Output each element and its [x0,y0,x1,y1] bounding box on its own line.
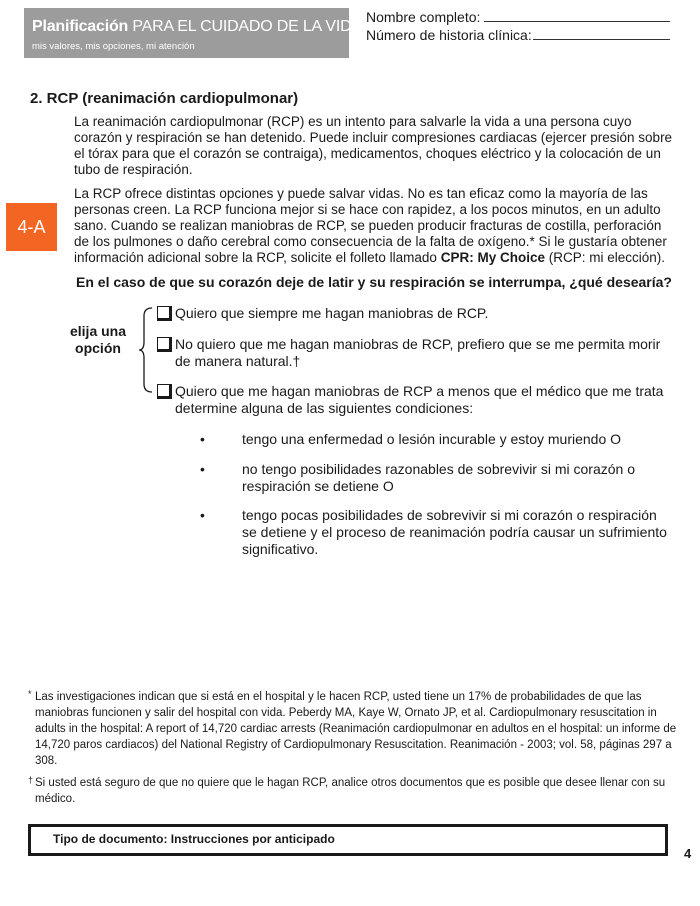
condition-item [200,507,670,558]
section-title: 2. RCP (reanimación cardiopulmonar) [30,90,299,107]
question-heading: En el caso de que su corazón deje de latir y su respiración se interrumpa, ¿qué desearía? [76,274,672,290]
footnote-text: Si usted está seguro de que no quiere que le hagan RCP, analice otros documentos que es posible que desee llenar con su médico. [35,777,666,805]
option-label: No quiero que me hagan maniobras de RCP, prefiero que se me permita morir de manera natural.† [175,336,661,369]
header-title-bold: Planificación [32,18,129,35]
cpr-info-text-end: (RCP: mi elección). [544,250,665,265]
record-number-label: Número de historia clínica: [366,27,532,43]
brochure-title: CPR: My Choice [440,250,545,265]
footnote-text: Las investigaciones indican que si está en el hospital y le hacen RCP, usted tiene un 17% de probabilidades de que las maniobras funcionen y salir del hospital con vida. Peberdy MA, Kaye W, Ornato JP, et al. Cardiopulmonary resuscitation in adults in the hospital: A report of 14,720 cardiac arrests (Reanimación cardiopulmonar en adultos en el hospital: un informe de 14,720 paros cardiacos) del National Registry of Cardiopulmonary Resuscitation. Reanimación - 2003; vol. 58, páginas 297 a 308. [35,691,677,767]
cpr-description-paragraph: La reanimación cardiopulmonar (RCP) es un intento para salvarle la vida a una persona cuyo corazón y respiración se han detenido. Puede incluir compresiones cardiacas (ejercer presión sobre el tórax para que el corazón se contraiga), medicamentos, choques eléctrico y la colocación de un tubo de respiración. [74,114,673,177]
pick-one-label: elija una opción [69,323,127,356]
condition-text: tengo pocas posibilidades de sobrevivir si mi corazón o respiración se detiene y el proceso de reanimación podría causar un sufrimiento significativo. [242,507,667,557]
checkbox-icon[interactable] [157,306,172,321]
option-cpr-unless[interactable] [157,383,677,417]
option-no-cpr[interactable] [157,336,677,370]
header-title-rest: PARA EL CUIDADO DE LA VIDA [132,18,362,35]
condition-text: tengo una enfermedad o lesión incurable y estoy muriendo O [242,431,622,447]
cpr-info-text: La RCP ofrece distintas opciones y puede salvar vidas. No es tan eficaz como la mayoría de las personas creen. La RCP funciona mejor si se hace con rapidez, a los pocos minutos, en un adulto sano. Cuando se realizan maniobras de RCP, se pueden producir fracturas de costilla, perforación de los pulmones o daño cerebral como consecuencia de la falta de oxígeno.* Si le gustaría obtener información adicional sobre la RCP, solicite el folleto llamado [74,186,667,265]
full-name-label: Nombre completo: [366,9,481,25]
option-always-cpr[interactable] [157,305,677,322]
document-type-box [28,824,668,856]
record-number-field[interactable] [533,39,670,40]
document-type-label: Tipo de documento: Instrucciones por anticipado [53,832,335,846]
condition-item [200,461,670,495]
header-banner [24,8,362,58]
condition-text: no tengo posibilidades razonables de sobrevivir si mi corazón o respiración se detiene O [242,461,635,494]
section-tab-label: 4-A [17,216,46,237]
brace-icon [138,306,154,394]
footnote-mark: * [28,689,32,699]
option-label: Quiero que siempre me hagan maniobras de RCP. [175,305,489,321]
bullet-icon: • [200,507,205,523]
checkbox-icon[interactable] [157,337,172,352]
bullet-icon: • [200,431,205,447]
header-title [32,18,362,36]
condition-item [200,431,670,448]
page-number: 4 [684,846,692,861]
footnote [28,689,678,769]
option-label: Quiero que me hagan maniobras de RCP a menos que el médico que me trata determine alguna de las siguientes condiciones: [175,383,664,416]
footnote [28,775,678,807]
footnote-mark: † [28,775,34,785]
cpr-info-paragraph [74,186,674,266]
bullet-icon: • [200,461,205,477]
section-tab [6,203,57,251]
header-subtitle: mis valores, mis opciones, mi atención [32,41,195,52]
full-name-field[interactable] [484,21,670,22]
checkbox-icon[interactable] [157,384,172,399]
